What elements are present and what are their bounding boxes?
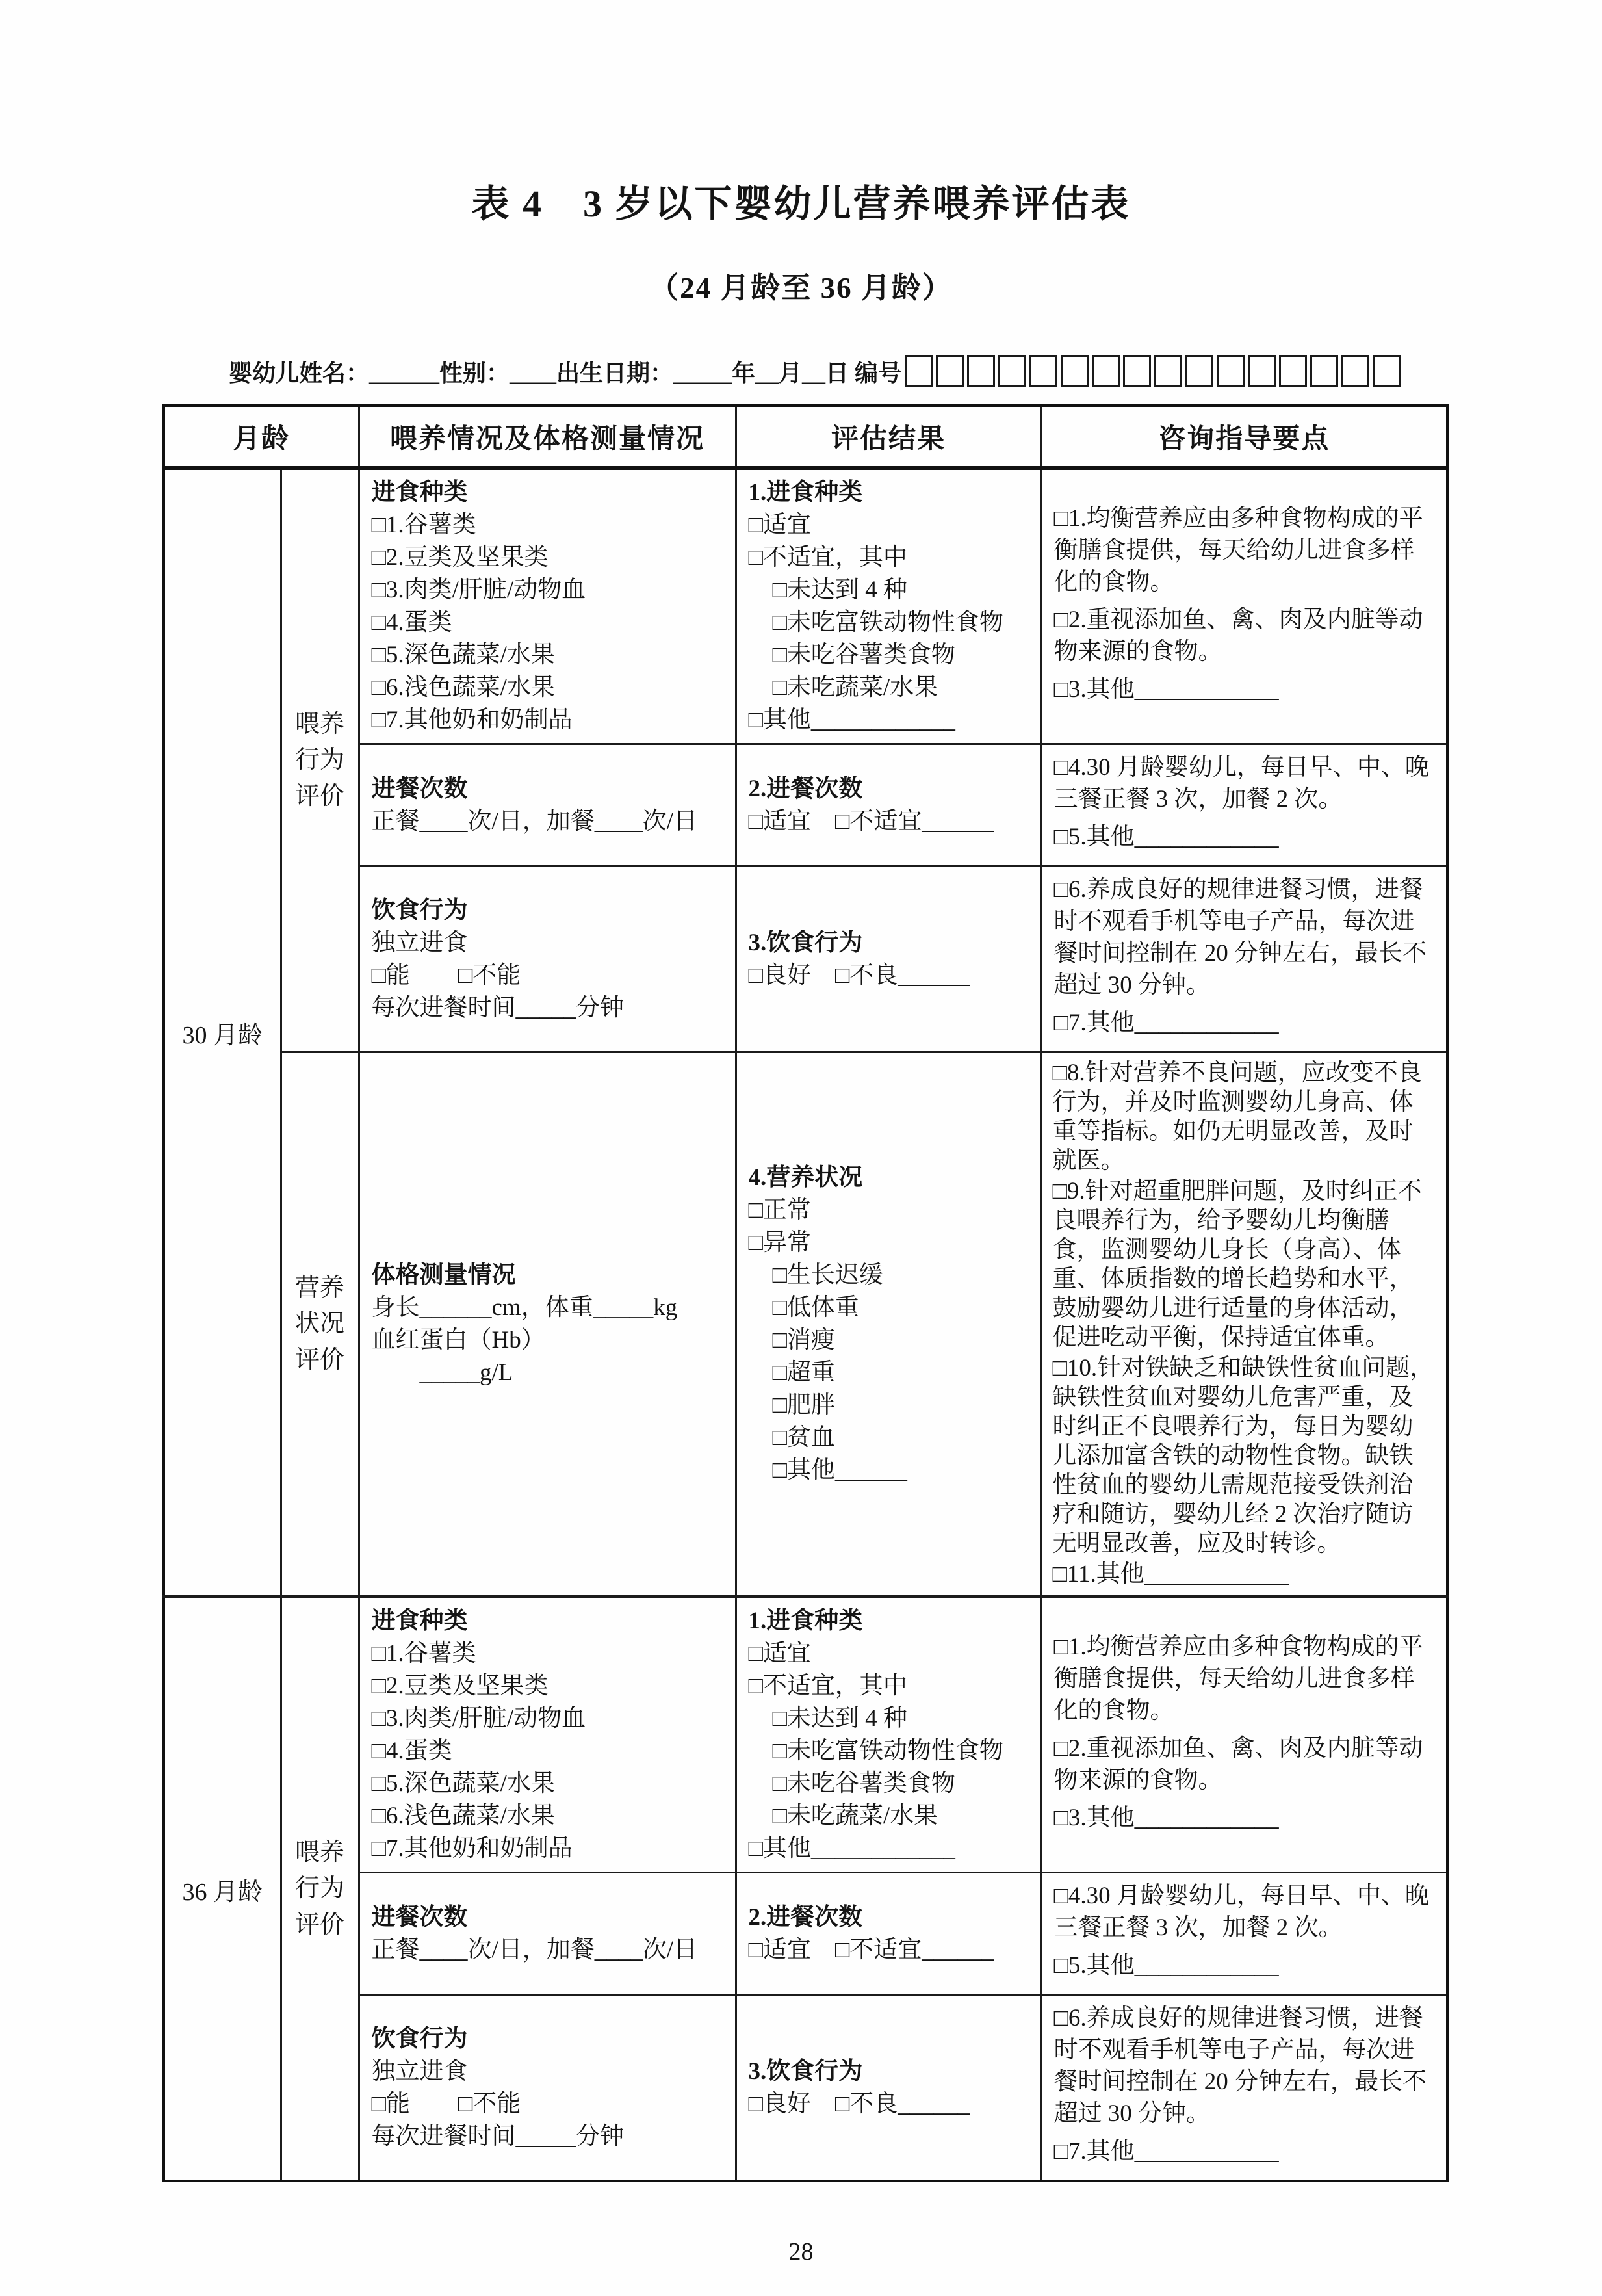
text-line: □能 □不能 — [371, 961, 521, 989]
text-line: □其他____________ — [748, 707, 955, 733]
page-subtitle: （24 月龄至 36 月龄） — [649, 272, 953, 304]
text-line: □3.其他____________ — [1053, 675, 1279, 703]
serial-digit-box — [936, 355, 964, 387]
serial-digit-box — [1373, 355, 1401, 387]
text-line: □8.针对营养不良问题，应改变不良行为，并及时监测婴幼儿身高、体重等指标。如仍无明显改善，及时就医。 — [1052, 1060, 1422, 1174]
serial-digit-box — [1341, 355, 1369, 387]
guidance-list — [1054, 751, 1435, 853]
text-line: □3.肉类/肝脏/动物血 — [371, 577, 586, 603]
text-line: □7.其他____________ — [1053, 2138, 1279, 2165]
checkbox-list — [749, 2088, 1029, 2120]
text-line: □不适宜，其中 — [748, 544, 907, 571]
b30-eating-behavior-content-cell — [359, 867, 736, 1052]
text-line: □3.肉类/肝脏/动物血 — [371, 1705, 586, 1732]
text-line: □正常 — [748, 1197, 811, 1223]
serial-digit-box — [1248, 355, 1276, 387]
text-line: □1.谷薯类 — [371, 1640, 476, 1667]
checkbox-list — [372, 509, 723, 737]
checkbox-list — [749, 509, 1029, 737]
text-line: □6.浅色蔬菜/水果 — [371, 674, 555, 701]
text-line: □适宜 □不适宜______ — [748, 1936, 994, 1963]
b30-food-types-content-cell — [359, 468, 736, 744]
b30-meal-frequency-assessment-cell — [736, 744, 1041, 867]
text-line: □其他____________ — [748, 1835, 955, 1862]
text-line: □5.深色蔬菜/水果 — [371, 642, 555, 668]
text-line: □6.养成良好的规律进餐习惯，进餐时不观看手机等电子产品，每次进餐时间控制在 20 分钟左右，最长不超过 30 分钟。 — [1053, 2005, 1427, 2127]
guidance-list — [1054, 2002, 1435, 2167]
assessment-table — [162, 404, 1449, 2182]
text-line: 独立进食 — [371, 2057, 468, 2085]
b30-meal-frequency-content-cell — [359, 744, 736, 867]
text-line: □未达到 4 种 — [748, 577, 907, 603]
text-line: 每次进餐时间_____分钟 — [371, 994, 625, 1021]
text-line: □适宜 □不适宜______ — [748, 807, 994, 835]
text-line: 正餐____次/日，加餐____次/日 — [371, 807, 698, 835]
text-line: □3.其他____________ — [1053, 1804, 1279, 1831]
text-line: □1.均衡营养应由多种食物构成的平衡膳食提供，每天给幼儿进食多样化的食物。 — [1053, 504, 1423, 595]
text-line: 血红蛋白（Hb） — [371, 1327, 545, 1353]
text-line: □11.其他____________ — [1052, 1561, 1289, 1587]
checkbox-list — [372, 927, 723, 1024]
text-line: □5.深色蔬菜/水果 — [371, 1770, 555, 1797]
text-line: □不适宜，其中 — [748, 1673, 907, 1699]
text-line: □能 □不能 — [371, 2090, 521, 2117]
text-line: □消瘦 — [748, 1327, 835, 1353]
age-cell-36: 36 月龄 — [164, 1597, 281, 2182]
cell-title: 1.进食种类 — [748, 479, 863, 506]
guidance-list — [1053, 1058, 1436, 1589]
text-line: □良好 □不良______ — [748, 2090, 970, 2117]
serial-digit-box — [1061, 355, 1089, 387]
cell-title: 体格测量情况 — [371, 1262, 516, 1288]
serial-digit-box — [1029, 355, 1057, 387]
column-header-age: 月龄 — [164, 406, 359, 468]
cell-title: 进餐次数 — [371, 775, 468, 802]
b36-food-types-assessment-cell — [736, 1597, 1041, 1873]
text-line: □贫血 — [748, 1424, 835, 1451]
text-line: □1.谷薯类 — [371, 512, 476, 538]
blank-line-list — [372, 1934, 723, 1966]
checkbox-list — [749, 1934, 1029, 1966]
text-line: □5.其他____________ — [1053, 824, 1279, 850]
cell-title: 饮食行为 — [371, 2025, 468, 2052]
serial-digit-box — [905, 355, 933, 387]
serial-digit-box — [1279, 355, 1307, 387]
text-line: □5.其他____________ — [1053, 1952, 1279, 1979]
serial-digit-box — [1185, 355, 1213, 387]
cell-title: 2.进餐次数 — [748, 1903, 863, 1931]
b36-meal-frequency-assessment-cell — [736, 1873, 1041, 1995]
b30-food-types-guidance-cell — [1041, 468, 1447, 744]
text-line: □未吃谷薯类食物 — [748, 642, 955, 668]
text-line: □适宜 — [748, 512, 811, 538]
text-line: □9.针对超重肥胖问题，及时纠正不良喂养行为，给予婴幼儿均衡膳食，监测婴幼儿身长（身高）、体重、体质指数的增长趋势和水平，鼓励婴幼儿进行适量的身体活动，促进吃动平衡，保持适宜体重。 — [1052, 1178, 1422, 1351]
text-line: □1.均衡营养应由多种食物构成的平衡膳食提供，每天给幼儿进食多样化的食物。 — [1053, 1633, 1423, 1724]
b30-eating-behavior-guidance-cell — [1041, 867, 1447, 1052]
age-cell-30: 30 月龄 — [164, 468, 281, 1597]
column-header-guidance: 咨询指导要点 — [1041, 406, 1447, 468]
column-header-feeding: 喂养情况及体格测量情况 — [359, 406, 736, 468]
checkbox-list — [749, 805, 1029, 838]
serial-digit-box — [1154, 355, 1182, 387]
text-line: □未吃蔬菜/水果 — [748, 1803, 938, 1829]
serial-digit-box — [998, 355, 1026, 387]
b30-measurement-content-cell — [359, 1052, 736, 1597]
text-line: □4.蛋类 — [371, 1738, 452, 1764]
text-line: □7.其他奶和奶制品 — [371, 1835, 573, 1862]
text-line: □未吃谷薯类食物 — [748, 1770, 955, 1797]
section-label-nutrition-30: 营养状况评价 — [281, 1052, 359, 1597]
text-line: □未吃富铁动物性食物 — [748, 1738, 1003, 1764]
guidance-list — [1054, 502, 1435, 705]
column-header-result: 评估结果 — [736, 406, 1041, 468]
row-30-nutrition-status — [164, 1052, 1447, 1597]
text-line: □7.其他____________ — [1053, 1010, 1279, 1036]
text-line: □6.浅色蔬菜/水果 — [371, 1803, 555, 1829]
page-title: 表 4 3 岁以下婴幼儿营养喂养评估表 — [471, 183, 1131, 225]
text-line: □4.30 月龄婴幼儿，每日早、中、晚三餐正餐 3 次，加餐 2 次。 — [1053, 1883, 1429, 1941]
text-line: □超重 — [748, 1359, 835, 1386]
cell-title: 进餐次数 — [371, 1903, 468, 1931]
b30-food-types-assessment-cell — [736, 468, 1041, 744]
text-line: □2.重视添加鱼、禽、肉及内脏等动物来源的食物。 — [1053, 606, 1423, 665]
row-30-food-types — [164, 468, 1447, 744]
guidance-list — [1054, 874, 1435, 1039]
serial-digit-box — [1217, 355, 1245, 387]
text-line: □未达到 4 种 — [748, 1705, 907, 1732]
text-line: □4.30 月龄婴幼儿，每日早、中、晚三餐正餐 3 次，加餐 2 次。 — [1053, 754, 1429, 813]
serial-digit-box — [967, 355, 995, 387]
text-line: _____g/L — [371, 1359, 513, 1386]
cell-title: 3.饮食行为 — [748, 2057, 863, 2085]
text-line: □2.重视添加鱼、禽、肉及内脏等动物来源的食物。 — [1053, 1734, 1423, 1794]
checkbox-list — [749, 1194, 1029, 1487]
header-row — [164, 406, 1447, 468]
text-line: □低体重 — [748, 1294, 859, 1321]
text-line: □未吃富铁动物性食物 — [748, 609, 1003, 636]
text-line: □生长迟缓 — [748, 1262, 883, 1288]
checkbox-list — [372, 1637, 723, 1865]
b36-meal-frequency-guidance-cell — [1041, 1873, 1447, 1995]
text-line: □4.蛋类 — [371, 609, 452, 636]
text-line: □适宜 — [748, 1640, 811, 1667]
text-line: 身长______cm，体重_____kg — [371, 1294, 678, 1321]
checkbox-list — [372, 2055, 723, 2153]
cell-title: 4.营养状况 — [748, 1164, 863, 1191]
cell-title: 饮食行为 — [371, 896, 468, 924]
text-line: □7.其他奶和奶制品 — [371, 707, 573, 733]
text-line: □2.豆类及坚果类 — [371, 544, 549, 571]
cell-title: 3.饮食行为 — [748, 929, 863, 956]
b36-eating-behavior-assessment-cell — [736, 1995, 1041, 2182]
cell-title: 进食种类 — [371, 1608, 468, 1634]
b36-eating-behavior-content-cell — [359, 1995, 736, 2182]
cell-title: 2.进餐次数 — [748, 775, 863, 802]
text-line: 正餐____次/日，加餐____次/日 — [371, 1936, 698, 1963]
guidance-list — [1054, 1631, 1435, 1834]
cell-title: 1.进食种类 — [748, 1608, 863, 1634]
text-line: □良好 □不良______ — [748, 961, 970, 989]
text-line: □其他______ — [748, 1457, 907, 1483]
text-line: □异常 — [748, 1229, 811, 1256]
text-line: □未吃蔬菜/水果 — [748, 674, 938, 701]
b36-meal-frequency-content-cell — [359, 1873, 736, 1995]
checkbox-list — [749, 959, 1029, 992]
b30-nutrition-assessment-cell — [736, 1052, 1041, 1597]
text-line: □2.豆类及坚果类 — [371, 1673, 549, 1699]
blank-line-list — [372, 805, 723, 838]
text-line: □6.养成良好的规律进餐习惯，进餐时不观看手机等电子产品，每次进餐时间控制在 20 分钟左右，最长不超过 30 分钟。 — [1053, 876, 1427, 998]
b30-eating-behavior-assessment-cell — [736, 867, 1041, 1052]
b30-meal-frequency-guidance-cell — [1041, 744, 1447, 867]
section-label-feeding-36: 喂养行为评价 — [281, 1597, 359, 2182]
guidance-list — [1054, 1880, 1435, 1981]
checkbox-list — [749, 1637, 1029, 1865]
text-line: □10.针对铁缺乏和缺铁性贫血问题，缺铁性贫血对婴幼儿危害严重，及时纠正不良喂养行为，每日为婴幼儿添加富含铁的动物性食物。缺铁性贫血的婴幼儿需规范接受铁剂治疗和随访，婴幼儿经 2 次治疗随访无明显改善，应及时转诊。 — [1052, 1355, 1434, 1557]
patient-info-text: 婴幼儿姓名：______性别：____出生日期：_____年__月__日 编号 — [229, 360, 902, 386]
b36-food-types-content-cell — [359, 1597, 736, 1873]
text-line: □肥胖 — [748, 1392, 835, 1418]
section-label-feeding-30: 喂养行为评价 — [281, 468, 359, 1052]
blank-line-list — [372, 1292, 723, 1389]
patient-info-line — [229, 355, 1516, 388]
serial-number-boxes — [901, 360, 1401, 386]
b36-eating-behavior-guidance-cell — [1041, 1995, 1447, 2182]
b36-food-types-guidance-cell — [1041, 1597, 1447, 1873]
cell-title: 进食种类 — [371, 479, 468, 506]
text-line: 每次进餐时间_____分钟 — [371, 2122, 625, 2150]
serial-digit-box — [1310, 355, 1338, 387]
b30-nutrition-guidance-cell — [1041, 1052, 1447, 1597]
row-36-food-types — [164, 1597, 1447, 1873]
text-line: 独立进食 — [371, 929, 468, 956]
serial-digit-box — [1123, 355, 1151, 387]
serial-digit-box — [1092, 355, 1120, 387]
page-number: 28 — [788, 2238, 814, 2265]
